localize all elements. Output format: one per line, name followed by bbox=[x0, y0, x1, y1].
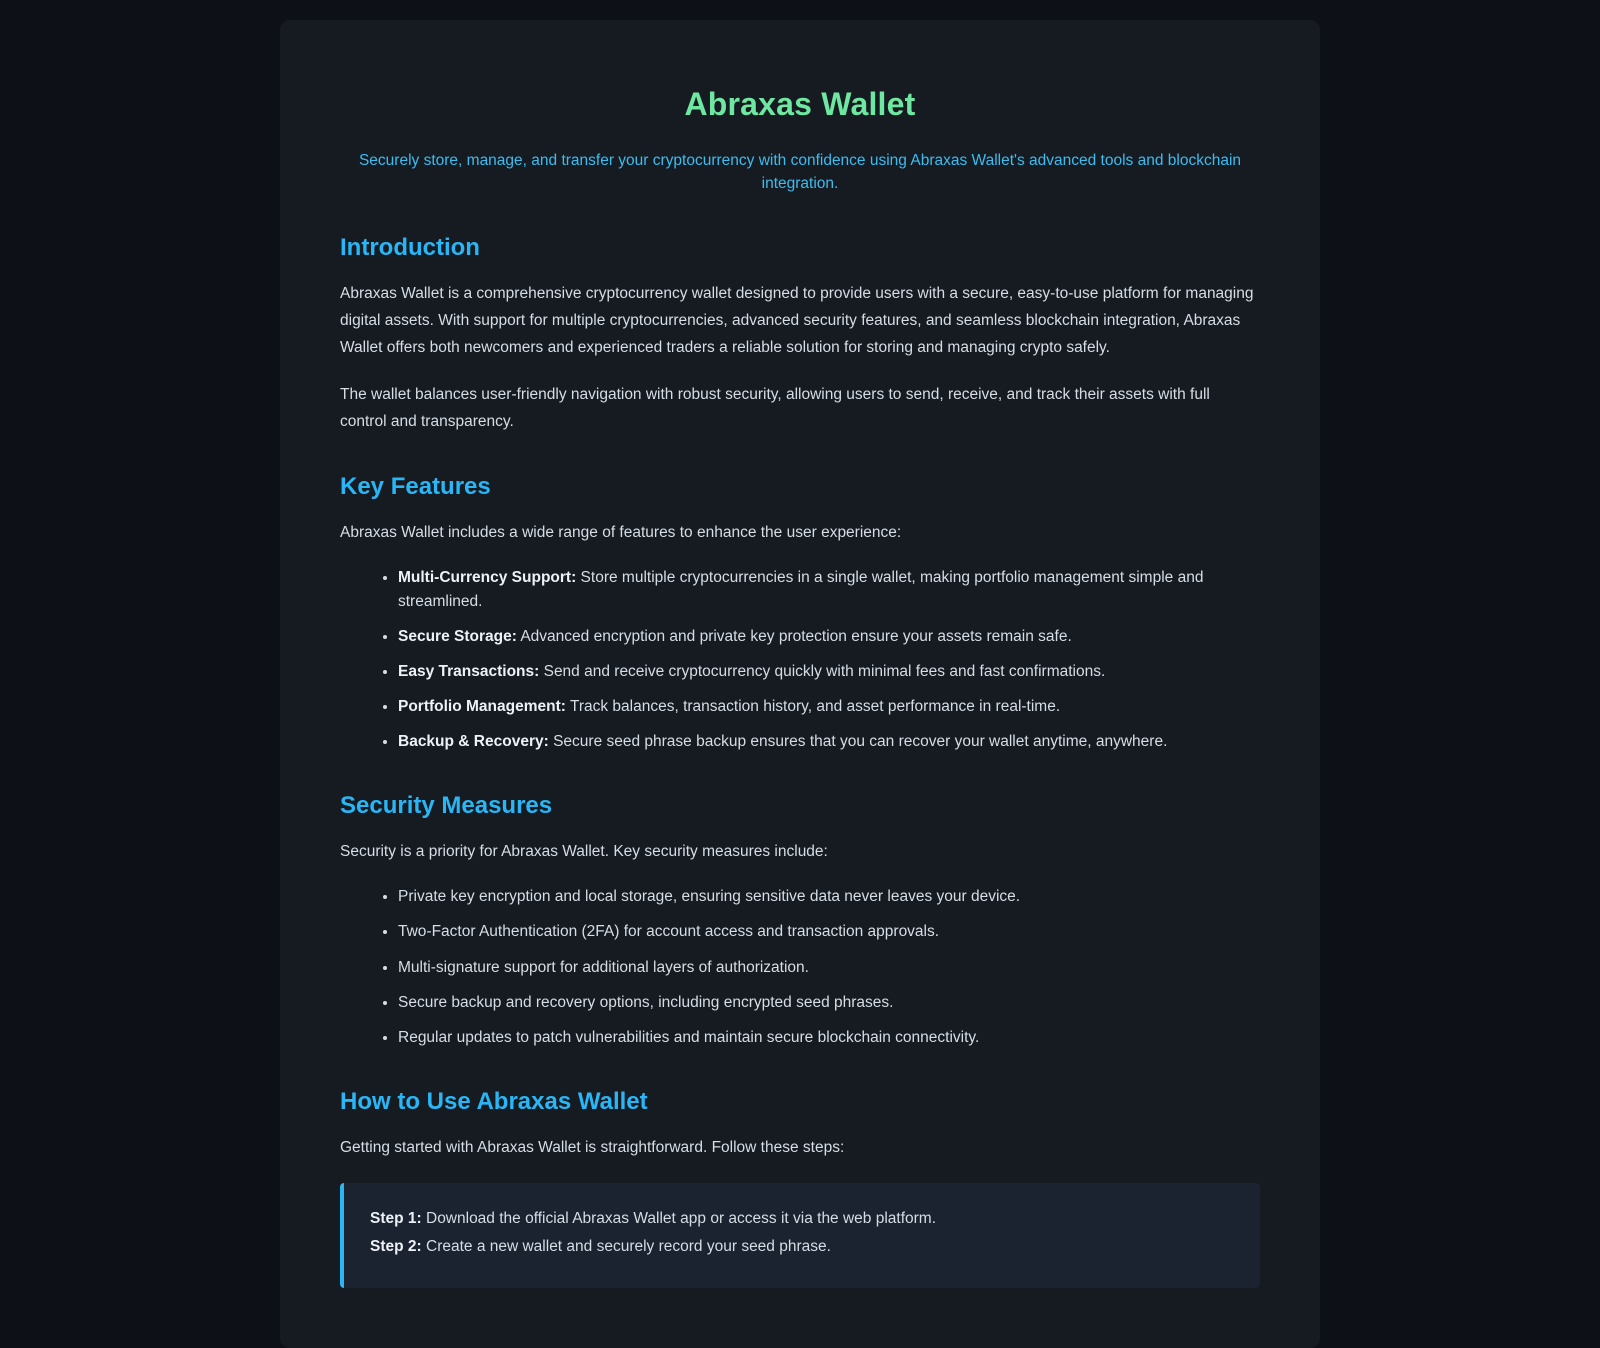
key-features-list bbox=[340, 566, 1260, 754]
feature-text: Store multiple cryptocurrencies in a single wallet, making portfolio management simple and streamlined. bbox=[398, 569, 1204, 611]
list-item: • Private key encryption and local storage, ensuring sensitive data never leaves your device. bbox=[398, 885, 1260, 909]
feature-text: Send and receive cryptocurrency quickly with minimal fees and fast confirmations. bbox=[539, 663, 1106, 681]
security-measures-list bbox=[340, 885, 1260, 1049]
feature-lead: Easy Transactions: bbox=[398, 663, 540, 681]
step-line bbox=[370, 1233, 1234, 1262]
list-item bbox=[398, 566, 1260, 614]
feature-text: Track balances, transaction history, and asset performance in real-time. bbox=[565, 698, 1061, 716]
section-heading-key-features: Key Features bbox=[340, 473, 491, 501]
section-heading-how-to-use: How to Use Abraxas Wallet bbox=[340, 1087, 648, 1115]
step-label: Step 1: bbox=[370, 1209, 422, 1227]
list-item: • Multi-signature support for additional layers of authorization. bbox=[398, 956, 1260, 980]
section-heading-introduction: Introduction bbox=[340, 233, 480, 261]
step-text: Download the official Abraxas Wallet app or access it via the web platform. bbox=[421, 1209, 937, 1227]
introduction-paragraph-2: The wallet balances user-friendly navigation with robust security, allowing users to send, receive, and track their assets with full control and transparency. bbox=[340, 385, 1210, 430]
how-to-use-intro: Getting started with Abraxas Wallet is straightforward. Follow these steps: bbox=[340, 1138, 845, 1156]
introduction-paragraph-1: Abraxas Wallet is a comprehensive cryptocurrency wallet designed to provide users with a secure, easy-to-use platform for managing digital assets. With support for multiple cryptocurrencies, advanced security features, and seamless blockchain integration, Abraxas Wallet offers both newcomers and experienced traders a reliable solution for storing and managing crypto safely. bbox=[340, 284, 1254, 356]
list-item bbox=[398, 660, 1260, 684]
security-measures-intro: Security is a priority for Abraxas Wallet. Key security measures include: bbox=[340, 843, 828, 861]
feature-text: Secure seed phrase backup ensures that you can recover your wallet anytime, anywhere. bbox=[548, 733, 1168, 751]
feature-lead: Multi-Currency Support: bbox=[398, 569, 577, 587]
step-label: Step 2: bbox=[370, 1238, 422, 1256]
list-item: • Regular updates to patch vulnerabilities and maintain secure blockchain connectivity. bbox=[398, 1026, 1260, 1050]
list-item: • Secure backup and recovery options, including encrypted seed phrases. bbox=[398, 991, 1260, 1015]
feature-lead: Backup & Recovery: bbox=[398, 733, 549, 751]
step-line bbox=[370, 1205, 1234, 1234]
list-item: • Two-Factor Authentication (2FA) for account access and transaction approvals. bbox=[398, 920, 1260, 944]
step-text: Create a new wallet and securely record your seed phrase. bbox=[421, 1238, 831, 1256]
page-title: Abraxas Wallet bbox=[684, 86, 916, 122]
list-item bbox=[398, 625, 1260, 649]
feature-lead: Portfolio Management: bbox=[398, 698, 566, 716]
key-features-intro: Abraxas Wallet includes a wide range of features to enhance the user experience: bbox=[340, 524, 902, 542]
document-page bbox=[280, 20, 1320, 1348]
page-subtitle: Securely store, manage, and transfer your cryptocurrency with confidence using Abraxas Wallet's advanced tools and blockchain integration. bbox=[358, 152, 1242, 193]
list-item bbox=[398, 695, 1260, 719]
feature-text: Advanced encryption and private key protection ensure your assets remain safe. bbox=[516, 628, 1072, 646]
section-heading-security-measures: Security Measures bbox=[340, 792, 553, 820]
steps-callout bbox=[340, 1183, 1260, 1288]
feature-lead: Secure Storage: bbox=[398, 628, 517, 646]
list-item bbox=[398, 730, 1260, 754]
